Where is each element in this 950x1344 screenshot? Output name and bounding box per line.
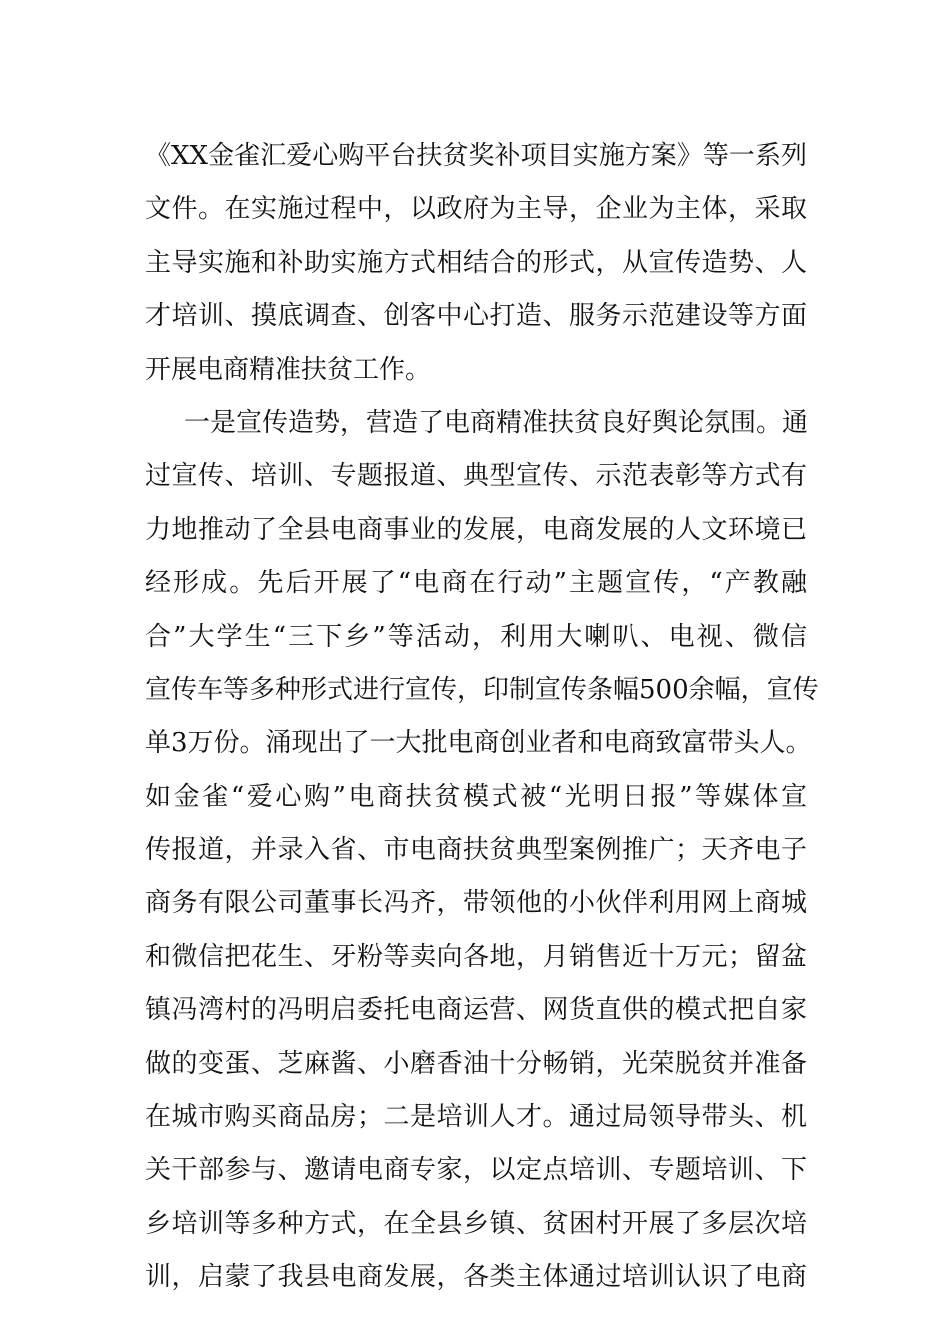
text-line: 商务有限公司董事长冯齐，带领他的小伙伴利用网上商城 — [145, 888, 807, 919]
text-line: 《XX金雀汇爱心购平台扶贫奖补项目实施方案》等一系列 — [145, 141, 807, 171]
text-line: 宣传车等多种形式进行宣传，印制宣传条幅500余幅，宣传 — [145, 674, 819, 705]
text-line: 在城市购买商品房；二是培训人才。通过局领导带头、机 — [145, 1102, 807, 1133]
text-line: 训，启蒙了我县电商发展，各类主体通过培训认识了电商 — [145, 1262, 807, 1293]
text-line: 合”大学生“三下乡”等活动，利用大喇叭、电视、微信 — [145, 621, 807, 652]
text-line: 主导实施和补助实施方式相结合的形式，从宣传造势、人 — [145, 247, 807, 278]
text-line: 乡培训等多种方式，在全县乡镇、贫困村开展了多层次培 — [145, 1208, 807, 1239]
text-line: 关干部参与、邀请电商专家，以定点培训、专题培训、下 — [145, 1155, 807, 1186]
text-line: 文件。在实施过程中，以政府为主导，企业为主体，采取 — [145, 194, 807, 225]
document-body — [145, 130, 819, 1305]
text-line: 才培训、摸底调查、创客中心打造、服务示范建设等方面 — [145, 301, 807, 332]
text-line: 一是宣传造势，营造了电商精准扶贫良好舆论氛围。通 — [184, 407, 809, 438]
paragraph-1 — [145, 130, 807, 397]
paragraph-2 — [145, 397, 819, 1305]
text-line: 和微信把花生、牙粉等卖向各地，月销售近十万元；留盆 — [145, 941, 807, 972]
text-line: 做的变蛋、芝麻酱、小磨香油十分畅销，光荣脱贫并准备 — [145, 1048, 807, 1079]
text-line: 开展电商精准扶贫工作。 — [145, 354, 432, 385]
text-line: 力地推动了全县电商事业的发展，电商发展的人文环境已 — [145, 514, 807, 545]
text-line: 单3万份。涌现出了一大批电商创业者和电商致富带头人。 — [145, 728, 812, 759]
text-line: 镇冯湾村的冯明启委托电商运营、网货直供的模式把自家 — [145, 995, 807, 1026]
text-line: 如金雀“爱心购”电商扶贫模式被“光明日报”等媒体宣 — [145, 781, 807, 812]
text-line: 经形成。先后开展了“电商在行动”主题宣传，“产教融 — [145, 568, 807, 599]
text-line: 过宣传、培训、专题报道、典型宣传、示范表彰等方式有 — [145, 461, 807, 492]
text-line: 传报道，并录入省、市电商扶贫典型案例推广；天齐电子 — [145, 835, 807, 866]
